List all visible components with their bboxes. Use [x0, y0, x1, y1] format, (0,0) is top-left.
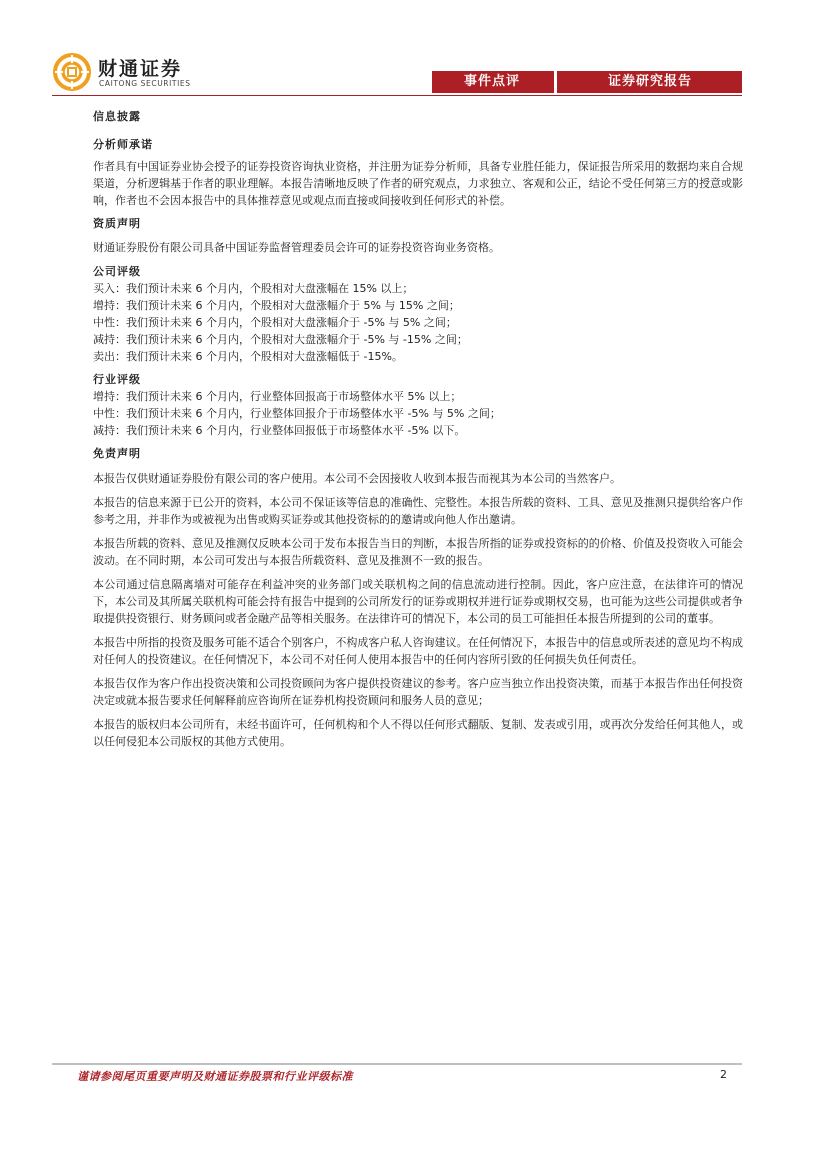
company-rating-underweight: 减持：我们预计未来 6 个月内，个股相对大盘涨幅介于 -5% 与 -15% 之间；	[93, 333, 468, 346]
header-divider	[52, 95, 742, 96]
logo-chinese-name: 财通证券	[98, 58, 183, 80]
company-rating-sell: 卖出：我们预计未来 6 个月内，个股相对大盘涨幅低于 -15%。	[93, 350, 403, 363]
disclaimer-paragraph: 本报告中所指的投资及服务可能不适合个别客户，不构成客户私人咨询建议。在任何情况下，本报告中的信息或所表述的意见均不构成对任何人的投资建议。在任何情况下，本公司不对任何人使用本报告中的任何内容所引致的任何损失负任何责任。	[93, 636, 743, 666]
page-header	[0, 0, 827, 100]
qualification-text: 财通证券股份有限公司具备中国证券监督管理委员会许可的证券投资咨询业务资格。	[93, 241, 500, 254]
analyst-commitment-heading: 分析师承诺	[93, 138, 153, 151]
company-rating-list	[93, 280, 743, 365]
disclaimer-paragraph: 本公司通过信息隔离墙对可能存在利益冲突的业务部门或关联机构之间的信息流动进行控制。因此，客户应注意，在法律许可的情况下，本公司及其所属关联机构可能会持有报告中提到的公司所发行的证券或期权并进行证券或期权交易，也可能为这些公司提供或者争取提供投资银行、财务顾问或者金融产品等相关服务。在法律许可的情况下，本公司的员工可能担任本报告所提到的公司的董事。	[93, 578, 743, 625]
disclaimer-paragraph: 本报告仅作为客户作出投资决策和公司投资顾问为客户提供投资建议的参考。客户应当独立作出投资决策，而基于本报告作出任何投资决定或就本报告要求任何解释前应咨询所在证券机构投资顾问和服务人员的意见；	[93, 677, 743, 707]
industry-rating-neutral: 中性：我们预计未来 6 个月内，行业整体回报介于市场整体水平 -5% 与 5% 之间；	[93, 407, 501, 420]
report-type-bar	[432, 71, 742, 93]
page-title: 信息披露	[93, 110, 141, 123]
disclaimer-paragraph: 本报告的版权归本公司所有，未经书面许可，任何机构和个人不得以任何形式翻版、复制、发表或引用，或再次分发给任何其他人，或以任何侵犯本公司版权的其他方式使用。	[93, 718, 743, 748]
industry-rating-underweight: 减持：我们预计未来 6 个月内，行业整体回报低于市场整体水平 -5% 以下。	[93, 424, 466, 437]
company-rating-heading: 公司评级	[93, 265, 141, 278]
company-rating-buy: 买入：我们预计未来 6 个月内，个股相对大盘涨幅在 15% 以上；	[93, 282, 414, 295]
footer-notice: 谨请参阅尾页重要声明及财通证券股票和行业评级标准	[77, 1070, 353, 1083]
footer-divider	[52, 1063, 742, 1065]
qualification-heading: 资质声明	[93, 217, 141, 230]
report-category-tag: 证券研究报告	[607, 74, 692, 89]
disclaimer-paragraph: 本报告的信息来源于已公开的资料，本公司不保证该等信息的准确性、完整性。本报告所载的资料、工具、意见及推测只提供给客户作参考之用，并非作为或被视为出售或购买证券或其他投资标的的邀请或向他人作出邀请。	[93, 496, 743, 526]
industry-rating-overweight: 增持：我们预计未来 6 个月内，行业整体回报高于市场整体水平 5% 以上；	[93, 390, 462, 403]
tag-separator	[554, 71, 557, 93]
disclaimer-heading: 免责声明	[93, 447, 141, 460]
company-rating-neutral: 中性：我们预计未来 6 个月内，个股相对大盘涨幅介于 -5% 与 5% 之间；	[93, 316, 457, 329]
document-body	[93, 108, 743, 750]
disclaimer-paragraph: 本报告仅供财通证券股份有限公司的客户使用。本公司不会因接收人收到本报告而视其为本公司的当然客户。	[93, 472, 621, 485]
analyst-commitment-text: 作者具有中国证券业协会授予的证券投资咨询执业资格，并注册为证券分析师，具备专业胜任能力，保证报告所采用的数据均来自合规渠道，分析逻辑基于作者的职业理解。本报告清晰地反映了作者的研究观点，力求独立、客观和公正，结论不受任何第三方的授意或影响，作者也不会因本报告中的具体推荐意见或观点而直接或间接收到任何形式的补偿。	[93, 160, 743, 207]
company-rating-overweight: 增持：我们预计未来 6 个月内，个股相对大盘涨幅介于 5% 与 15% 之间；	[93, 299, 460, 312]
industry-rating-list	[93, 388, 743, 439]
report-type-tag: 事件点评	[463, 74, 520, 89]
industry-rating-heading: 行业评级	[93, 373, 141, 386]
company-logo	[52, 52, 212, 92]
page-number: 2	[720, 1068, 727, 1081]
caitong-logo-icon	[52, 52, 92, 92]
disclaimer-paragraph: 本报告所载的资料、意见及推测仅反映本公司于发布本报告当日的判断，本报告所指的证券或投资标的的价格、价值及投资收入可能会波动。在不同时期，本公司可发出与本报告所载资料、意见及推测不一致的报告。	[93, 537, 743, 567]
logo-english-name: CAITONG SECURITIES	[99, 79, 191, 88]
